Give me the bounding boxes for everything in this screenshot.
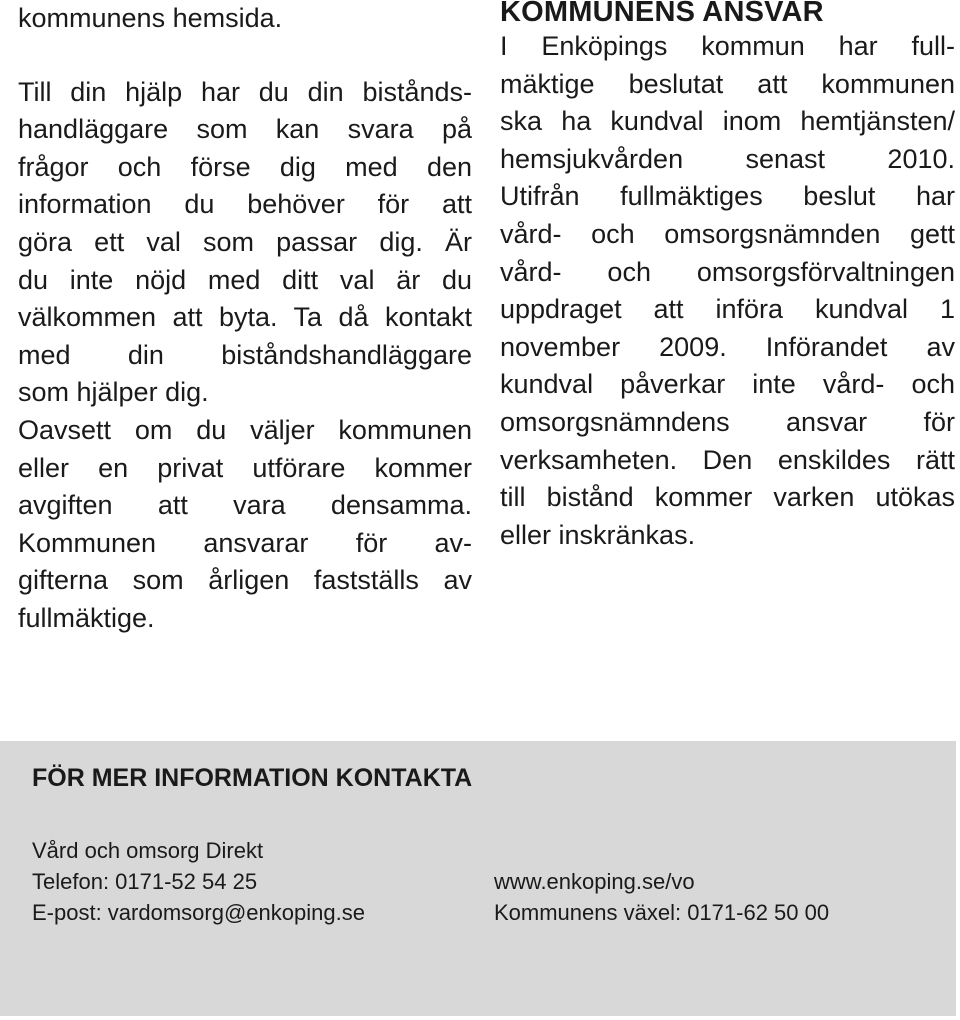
body-text-line: verksamheten. Den enskildes rätt xyxy=(500,444,955,475)
body-text-line: omsorgsnämndens ansvar för xyxy=(500,406,955,437)
contact-website: www.enkoping.se/vo xyxy=(494,869,695,894)
contact-title: FÖR MER INFORMATION KONTAKTA xyxy=(32,764,473,792)
body-text-line: avgiften att vara densamma. xyxy=(18,490,472,521)
contact-info-box xyxy=(0,741,956,1016)
body-text-line: eller inskränkas. xyxy=(500,519,696,550)
body-text-line: kundval påverkar inte vård- och xyxy=(500,369,955,400)
contact-phone: Telefon: 0171-52 54 25 xyxy=(32,869,258,894)
contact-email: E-post: vardomsorg@enkoping.se xyxy=(32,900,365,925)
body-text-line: mäktige beslutat att kommunen xyxy=(500,68,955,99)
contact-switchboard: Kommunens växel: 0171-62 50 00 xyxy=(494,900,830,925)
body-text-line: göra ett val som passar dig. Är xyxy=(18,226,472,257)
body-text-line: Oavsett om du väljer kommunen xyxy=(18,414,472,445)
body-text-line: vård- och omsorgsförvaltningen xyxy=(500,256,955,287)
body-text-line: som hjälper dig. xyxy=(18,377,209,408)
right-column xyxy=(500,0,955,554)
body-text-line: information du behöver för att xyxy=(18,189,472,220)
body-text-line: Kommunen ansvarar för av- xyxy=(18,527,472,558)
body-text-line: till bistånd kommer varken utökas xyxy=(500,482,955,513)
body-text-line: gifterna som årligen fastställs av xyxy=(18,565,472,596)
body-text-line: hemsjukvården senast 2010. xyxy=(500,143,955,174)
body-text-line: vård- och omsorgsnämnden gett xyxy=(500,218,955,249)
contact-name: Vård och omsorg Direkt xyxy=(32,838,264,863)
left-column xyxy=(18,0,472,638)
body-text-line: Utifrån fullmäktiges beslut har xyxy=(500,181,955,212)
body-text-line: november 2009. Införandet av xyxy=(500,331,955,362)
body-text-line: Till din hjälp har du din bistånds- xyxy=(18,76,472,107)
body-text-line: frågor och förse dig med den xyxy=(18,151,472,182)
body-text-line: välkommen att byta. Ta då kontakt xyxy=(18,302,472,333)
body-text-line: uppdraget att införa kundval 1 xyxy=(500,294,955,325)
body-text-line: handläggare som kan svara på xyxy=(18,114,472,145)
body-text-line: ska ha kundval inom hemtjänsten/ xyxy=(500,106,955,137)
body-text-line: fullmäktige. xyxy=(18,602,155,633)
paragraph-gap xyxy=(18,38,472,74)
body-text-line: eller en privat utförare kommer xyxy=(18,452,472,483)
body-text-line: kommunens hemsida. xyxy=(18,3,283,33)
body-text-line: med din biståndshandläggare xyxy=(18,339,472,370)
section-heading: KOMMUNENS ANSVAR xyxy=(500,0,824,28)
body-text-line: I Enköpings kommun har full- xyxy=(500,31,955,61)
body-text-line: du inte nöjd med ditt val är du xyxy=(18,264,472,295)
